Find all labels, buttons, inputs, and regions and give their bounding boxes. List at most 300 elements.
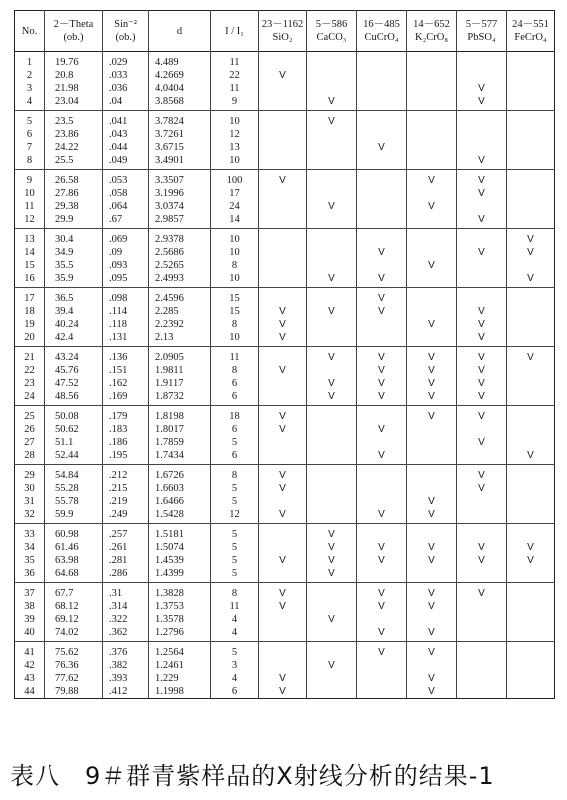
cell-match-sio2 [259, 288, 307, 306]
cell-match-fecro4: V [507, 272, 555, 288]
cell-d-spacing: 1.2564 [149, 642, 211, 660]
cell-two-theta: 76.36 [45, 659, 103, 672]
cell-match-fecro4 [507, 600, 555, 613]
cell-match-k2cro8: V [407, 626, 457, 642]
cell-sin2: .186 [103, 436, 149, 449]
cell-match-caco3 [307, 495, 357, 508]
table-header-row [15, 11, 555, 52]
cell-match-cucro4 [357, 482, 407, 495]
xrd-results-table [14, 10, 555, 699]
cell-match-k2cro8: V [407, 364, 457, 377]
cell-match-k2cro8 [407, 52, 457, 70]
cell-d-spacing: 2.4993 [149, 272, 211, 288]
cell-match-k2cro8: V [407, 583, 457, 601]
table-row [15, 82, 555, 95]
cell-match-pbso4 [457, 200, 507, 213]
cell-d-spacing: 1.9811 [149, 364, 211, 377]
cell-two-theta: 42.4 [45, 331, 103, 347]
cell-match-pbso4 [457, 524, 507, 542]
cell-match-caco3 [307, 685, 357, 699]
table-row [15, 154, 555, 170]
cell-no: 9 [15, 170, 45, 188]
cell-match-sio2 [259, 229, 307, 247]
cell-intensity: 8 [211, 364, 259, 377]
cell-d-spacing: 3.7824 [149, 111, 211, 129]
cell-two-theta: 45.76 [45, 364, 103, 377]
cell-match-cucro4 [357, 52, 407, 70]
table-row [15, 259, 555, 272]
cell-match-cucro4: V [357, 642, 407, 660]
cell-two-theta: 68.12 [45, 600, 103, 613]
cell-no: 11 [15, 200, 45, 213]
cell-sin2: .053 [103, 170, 149, 188]
cell-intensity: 8 [211, 259, 259, 272]
cell-no: 13 [15, 229, 45, 247]
cell-match-pbso4: V [457, 406, 507, 424]
header-sin2: Sin⁻² (ob.) [103, 11, 149, 52]
cell-intensity: 4 [211, 672, 259, 685]
cell-match-caco3 [307, 331, 357, 347]
cell-match-cucro4: V [357, 141, 407, 154]
header-no: No. [15, 11, 45, 52]
cell-d-spacing: 1.5181 [149, 524, 211, 542]
cell-sin2: .095 [103, 272, 149, 288]
cell-sin2: .136 [103, 347, 149, 365]
cell-sin2: .67 [103, 213, 149, 229]
table-row [15, 449, 555, 465]
cell-match-cucro4: V [357, 288, 407, 306]
cell-match-k2cro8 [407, 246, 457, 259]
cell-d-spacing: 1.5428 [149, 508, 211, 524]
cell-two-theta: 74.02 [45, 626, 103, 642]
cell-match-sio2: V [259, 583, 307, 601]
table-row [15, 272, 555, 288]
cell-sin2: .179 [103, 406, 149, 424]
cell-match-k2cro8: V [407, 600, 457, 613]
cell-match-pbso4 [457, 642, 507, 660]
header-phase-sio2: 23－1162 SiO₂ [259, 11, 307, 52]
cell-match-cucro4 [357, 259, 407, 272]
cell-match-sio2 [259, 128, 307, 141]
cell-sin2: .281 [103, 554, 149, 567]
cell-match-sio2 [259, 95, 307, 111]
cell-match-fecro4: V [507, 541, 555, 554]
table-row [15, 377, 555, 390]
table-row [15, 508, 555, 524]
cell-match-pbso4: V [457, 347, 507, 365]
cell-no: 18 [15, 305, 45, 318]
cell-match-sio2: V [259, 69, 307, 82]
cell-intensity: 11 [211, 82, 259, 95]
cell-match-sio2 [259, 200, 307, 213]
cell-match-fecro4 [507, 331, 555, 347]
cell-sin2: .215 [103, 482, 149, 495]
cell-match-fecro4 [507, 508, 555, 524]
cell-match-pbso4 [457, 69, 507, 82]
cell-two-theta: 29.38 [45, 200, 103, 213]
cell-two-theta: 26.58 [45, 170, 103, 188]
cell-match-cucro4 [357, 111, 407, 129]
cell-no: 30 [15, 482, 45, 495]
header-d: d [149, 11, 211, 52]
cell-sin2: .195 [103, 449, 149, 465]
cell-two-theta: 55.28 [45, 482, 103, 495]
cell-no: 16 [15, 272, 45, 288]
cell-two-theta: 40.24 [45, 318, 103, 331]
cell-match-fecro4 [507, 305, 555, 318]
cell-match-caco3 [307, 318, 357, 331]
cell-d-spacing: 3.3507 [149, 170, 211, 188]
cell-no: 27 [15, 436, 45, 449]
cell-two-theta: 34.9 [45, 246, 103, 259]
table-row [15, 170, 555, 188]
cell-sin2: .044 [103, 141, 149, 154]
cell-match-sio2 [259, 141, 307, 154]
cell-match-sio2: V [259, 331, 307, 347]
cell-match-sio2: V [259, 170, 307, 188]
cell-match-fecro4 [507, 626, 555, 642]
cell-two-theta: 55.78 [45, 495, 103, 508]
cell-two-theta: 75.62 [45, 642, 103, 660]
cell-sin2: .151 [103, 364, 149, 377]
cell-match-sio2: V [259, 364, 307, 377]
table-row [15, 141, 555, 154]
cell-d-spacing: 3.4901 [149, 154, 211, 170]
cell-match-sio2: V [259, 482, 307, 495]
cell-intensity: 12 [211, 128, 259, 141]
cell-match-pbso4 [457, 508, 507, 524]
cell-two-theta: 43.24 [45, 347, 103, 365]
table-row [15, 672, 555, 685]
header-phase-cucro4: 16－485 CuCrO₄ [357, 11, 407, 52]
cell-match-fecro4 [507, 154, 555, 170]
cell-match-fecro4 [507, 613, 555, 626]
cell-intensity: 5 [211, 436, 259, 449]
cell-d-spacing: 1.229 [149, 672, 211, 685]
cell-match-cucro4: V [357, 390, 407, 406]
cell-no: 41 [15, 642, 45, 660]
cell-intensity: 8 [211, 465, 259, 483]
cell-match-fecro4 [507, 685, 555, 699]
cell-match-sio2 [259, 541, 307, 554]
table-row [15, 465, 555, 483]
table-row [15, 331, 555, 347]
cell-match-pbso4 [457, 423, 507, 436]
table-row [15, 95, 555, 111]
cell-two-theta: 64.68 [45, 567, 103, 583]
cell-d-spacing: 2.5265 [149, 259, 211, 272]
cell-match-fecro4 [507, 524, 555, 542]
cell-intensity: 3 [211, 659, 259, 672]
cell-intensity: 8 [211, 583, 259, 601]
cell-match-fecro4 [507, 318, 555, 331]
cell-sin2: .393 [103, 672, 149, 685]
header-phase-k2cro8: 14－652 K₂CrO₈ [407, 11, 457, 52]
cell-d-spacing: 3.1996 [149, 187, 211, 200]
cell-intensity: 13 [211, 141, 259, 154]
cell-intensity: 5 [211, 554, 259, 567]
cell-match-pbso4: V [457, 482, 507, 495]
cell-intensity: 6 [211, 390, 259, 406]
cell-match-k2cro8: V [407, 541, 457, 554]
table-row [15, 213, 555, 229]
cell-match-pbso4: V [457, 95, 507, 111]
cell-match-sio2: V [259, 672, 307, 685]
table-row [15, 390, 555, 406]
cell-no: 44 [15, 685, 45, 699]
cell-no: 22 [15, 364, 45, 377]
cell-two-theta: 39.4 [45, 305, 103, 318]
cell-match-k2cro8 [407, 331, 457, 347]
cell-match-cucro4 [357, 200, 407, 213]
cell-no: 36 [15, 567, 45, 583]
cell-match-caco3 [307, 52, 357, 70]
cell-two-theta: 52.44 [45, 449, 103, 465]
cell-match-sio2 [259, 642, 307, 660]
table-row [15, 541, 555, 554]
cell-d-spacing: 1.8732 [149, 390, 211, 406]
cell-match-k2cro8: V [407, 318, 457, 331]
cell-match-pbso4: V [457, 318, 507, 331]
cell-match-fecro4 [507, 642, 555, 660]
cell-match-k2cro8: V [407, 347, 457, 365]
cell-match-caco3 [307, 288, 357, 306]
cell-match-sio2 [259, 495, 307, 508]
cell-match-pbso4 [457, 495, 507, 508]
cell-match-sio2 [259, 567, 307, 583]
cell-match-k2cro8 [407, 213, 457, 229]
cell-intensity: 11 [211, 52, 259, 70]
cell-no: 31 [15, 495, 45, 508]
cell-two-theta: 20.8 [45, 69, 103, 82]
cell-match-fecro4 [507, 390, 555, 406]
cell-match-pbso4 [457, 613, 507, 626]
cell-no: 26 [15, 423, 45, 436]
cell-two-theta: 19.76 [45, 52, 103, 70]
cell-match-pbso4 [457, 659, 507, 672]
cell-match-caco3 [307, 406, 357, 424]
cell-match-k2cro8: V [407, 259, 457, 272]
cell-match-cucro4 [357, 613, 407, 626]
cell-sin2: .169 [103, 390, 149, 406]
cell-two-theta: 67.7 [45, 583, 103, 601]
cell-match-k2cro8 [407, 436, 457, 449]
cell-match-sio2 [259, 659, 307, 672]
cell-match-k2cro8 [407, 69, 457, 82]
cell-sin2: .118 [103, 318, 149, 331]
cell-match-sio2 [259, 613, 307, 626]
cell-match-cucro4 [357, 170, 407, 188]
cell-match-sio2 [259, 436, 307, 449]
cell-match-pbso4: V [457, 377, 507, 390]
cell-match-fecro4: V [507, 347, 555, 365]
cell-sin2: .098 [103, 288, 149, 306]
cell-match-pbso4 [457, 128, 507, 141]
cell-sin2: .029 [103, 52, 149, 70]
cell-match-pbso4 [457, 626, 507, 642]
cell-match-caco3 [307, 642, 357, 660]
table-row [15, 626, 555, 642]
cell-match-fecro4: V [507, 449, 555, 465]
cell-match-pbso4 [457, 567, 507, 583]
table-row [15, 659, 555, 672]
cell-no: 25 [15, 406, 45, 424]
cell-intensity: 5 [211, 567, 259, 583]
cell-match-pbso4 [457, 288, 507, 306]
cell-no: 34 [15, 541, 45, 554]
cell-two-theta: 36.5 [45, 288, 103, 306]
cell-sin2: .036 [103, 82, 149, 95]
cell-d-spacing: 1.9117 [149, 377, 211, 390]
cell-no: 43 [15, 672, 45, 685]
cell-match-caco3: V [307, 272, 357, 288]
cell-match-pbso4 [457, 672, 507, 685]
cell-d-spacing: 4.2669 [149, 69, 211, 82]
cell-two-theta: 23.5 [45, 111, 103, 129]
cell-match-caco3 [307, 672, 357, 685]
cell-match-sio2 [259, 390, 307, 406]
cell-match-cucro4 [357, 495, 407, 508]
cell-sin2: .219 [103, 495, 149, 508]
table-row [15, 52, 555, 70]
cell-sin2: .093 [103, 259, 149, 272]
cell-d-spacing: 2.285 [149, 305, 211, 318]
table-row [15, 482, 555, 495]
cell-intensity: 10 [211, 154, 259, 170]
cell-intensity: 5 [211, 495, 259, 508]
cell-match-fecro4 [507, 213, 555, 229]
cell-sin2: .183 [103, 423, 149, 436]
cell-match-sio2: V [259, 465, 307, 483]
cell-match-sio2 [259, 626, 307, 642]
cell-match-pbso4: V [457, 436, 507, 449]
cell-d-spacing: 2.5686 [149, 246, 211, 259]
cell-no: 14 [15, 246, 45, 259]
cell-match-caco3: V [307, 541, 357, 554]
cell-intensity: 5 [211, 541, 259, 554]
cell-d-spacing: 1.4399 [149, 567, 211, 583]
cell-match-pbso4: V [457, 541, 507, 554]
cell-match-caco3 [307, 141, 357, 154]
cell-match-k2cro8 [407, 613, 457, 626]
cropped-page-header [14, 0, 374, 6]
cell-match-pbso4: V [457, 583, 507, 601]
cell-match-cucro4: V [357, 449, 407, 465]
cell-match-fecro4 [507, 567, 555, 583]
cell-match-sio2 [259, 272, 307, 288]
cell-match-k2cro8 [407, 187, 457, 200]
cell-match-sio2: V [259, 406, 307, 424]
cell-d-spacing: 1.6603 [149, 482, 211, 495]
cell-intensity: 8 [211, 318, 259, 331]
cell-match-pbso4: V [457, 187, 507, 200]
cell-d-spacing: 4.0404 [149, 82, 211, 95]
cell-no: 1 [15, 52, 45, 70]
cell-intensity: 14 [211, 213, 259, 229]
cell-match-sio2: V [259, 305, 307, 318]
cell-match-fecro4 [507, 423, 555, 436]
cell-sin2: .114 [103, 305, 149, 318]
cell-no: 10 [15, 187, 45, 200]
cell-match-cucro4 [357, 128, 407, 141]
cell-match-caco3: V [307, 390, 357, 406]
cell-d-spacing: 1.3753 [149, 600, 211, 613]
cell-match-k2cro8: V [407, 508, 457, 524]
cell-match-sio2 [259, 154, 307, 170]
cell-match-sio2 [259, 347, 307, 365]
table-caption: 表八 9＃群青紫样品的X射线分析的结果-1 [10, 762, 495, 790]
table-row [15, 69, 555, 82]
cell-match-cucro4 [357, 672, 407, 685]
cell-d-spacing: 1.6726 [149, 465, 211, 483]
cell-intensity: 17 [211, 187, 259, 200]
cell-two-theta: 47.52 [45, 377, 103, 390]
cell-match-caco3 [307, 69, 357, 82]
table-row [15, 318, 555, 331]
table-row [15, 495, 555, 508]
cell-intensity: 18 [211, 406, 259, 424]
cell-d-spacing: 2.2392 [149, 318, 211, 331]
cell-sin2: .064 [103, 200, 149, 213]
cell-match-k2cro8: V [407, 554, 457, 567]
cell-intensity: 10 [211, 229, 259, 247]
cell-d-spacing: 4.489 [149, 52, 211, 70]
cell-two-theta: 24.22 [45, 141, 103, 154]
cell-match-k2cro8: V [407, 672, 457, 685]
cell-match-caco3: V [307, 95, 357, 111]
cell-sin2: .382 [103, 659, 149, 672]
cell-match-pbso4: V [457, 364, 507, 377]
cell-no: 20 [15, 331, 45, 347]
cell-match-fecro4 [507, 495, 555, 508]
cell-match-k2cro8 [407, 482, 457, 495]
cell-sin2: .162 [103, 377, 149, 390]
cell-two-theta: 51.1 [45, 436, 103, 449]
cell-match-caco3 [307, 436, 357, 449]
cell-match-k2cro8 [407, 154, 457, 170]
cell-match-fecro4 [507, 82, 555, 95]
cell-no: 23 [15, 377, 45, 390]
cell-two-theta: 29.9 [45, 213, 103, 229]
cell-match-caco3 [307, 170, 357, 188]
cell-sin2: .041 [103, 111, 149, 129]
cell-match-caco3 [307, 213, 357, 229]
cell-two-theta: 50.62 [45, 423, 103, 436]
cell-match-pbso4: V [457, 154, 507, 170]
cell-match-k2cro8 [407, 111, 457, 129]
cell-match-caco3 [307, 128, 357, 141]
cell-match-sio2 [259, 213, 307, 229]
cell-match-k2cro8 [407, 128, 457, 141]
cell-match-k2cro8 [407, 449, 457, 465]
cell-sin2: .069 [103, 229, 149, 247]
cell-match-k2cro8: V [407, 200, 457, 213]
table-row [15, 305, 555, 318]
cell-intensity: 100 [211, 170, 259, 188]
cell-no: 7 [15, 141, 45, 154]
table-row [15, 128, 555, 141]
cell-match-cucro4 [357, 465, 407, 483]
cell-match-sio2 [259, 259, 307, 272]
cell-match-caco3 [307, 465, 357, 483]
cell-no: 39 [15, 613, 45, 626]
cell-two-theta: 54.84 [45, 465, 103, 483]
cell-match-cucro4: V [357, 272, 407, 288]
table-row [15, 554, 555, 567]
cell-match-k2cro8: V [407, 390, 457, 406]
cell-intensity: 4 [211, 626, 259, 642]
cell-match-cucro4 [357, 524, 407, 542]
